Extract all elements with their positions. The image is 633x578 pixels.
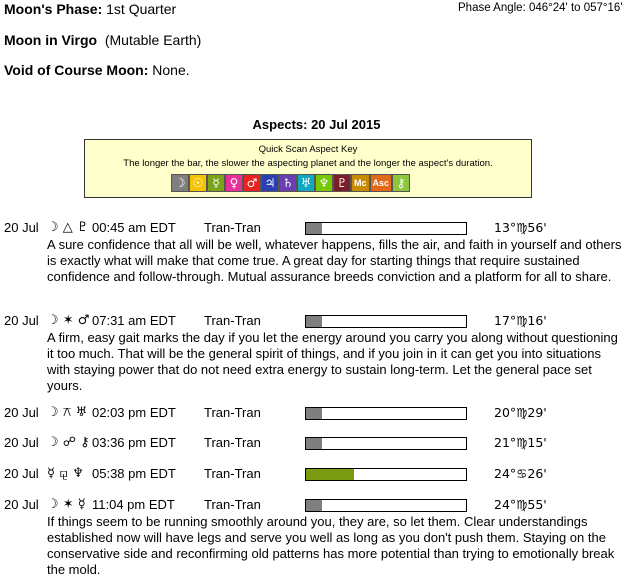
aspect-symbols: ☽ ✶ ♂ xyxy=(47,313,90,328)
aspects-title: Aspects: 20 Jul 2015 xyxy=(252,117,381,132)
aspect-date: 20 Jul xyxy=(4,435,39,450)
aspect-position: 21°♍15' xyxy=(494,435,547,450)
aspect-time: 11:04 pm EDT xyxy=(92,497,175,512)
aspect-duration-bar xyxy=(305,468,467,481)
aspect-duration-fill xyxy=(306,408,322,419)
aspect-time: 07:31 am EDT xyxy=(92,313,176,328)
aspect-key-box xyxy=(84,139,532,198)
aspect-key-swatch: ♅ xyxy=(297,174,315,192)
aspect-key-swatch: ♇ xyxy=(333,174,351,192)
moon-phase-label: Moon's Phase: xyxy=(4,1,103,17)
aspect-key-swatch: ♆ xyxy=(315,174,333,192)
aspect-date: 20 Jul xyxy=(4,497,39,512)
phase-angle-row xyxy=(458,2,623,14)
aspect-date: 20 Jul xyxy=(4,405,39,420)
aspect-duration-fill xyxy=(306,469,354,480)
moon-sign-label: Moon in Virgo xyxy=(4,32,98,48)
void-of-course-row xyxy=(4,62,190,78)
phase-angle-value: 046°24' to 057°16' xyxy=(528,2,623,14)
aspect-type: Tran-Tran xyxy=(204,220,261,235)
aspect-key-swatch: ♃ xyxy=(261,174,279,192)
aspect-time: 02:03 pm EDT xyxy=(92,405,176,420)
aspect-key-swatch: ♄ xyxy=(279,174,297,192)
aspect-duration-bar xyxy=(305,499,467,512)
aspect-key-swatch: ♂ xyxy=(243,174,261,192)
aspect-key-swatches xyxy=(171,174,410,192)
aspect-date: 20 Jul xyxy=(4,466,39,481)
aspect-position: 24°♋26' xyxy=(494,466,547,481)
aspect-duration-fill xyxy=(306,500,322,511)
aspect-key-title: Quick Scan Aspect Key xyxy=(258,144,358,155)
void-of-course-label: Void of Course Moon: xyxy=(4,62,149,78)
aspect-duration-fill xyxy=(306,438,322,449)
phase-angle-label: Phase Angle: xyxy=(458,2,526,14)
aspect-time: 03:36 pm EDT xyxy=(92,435,176,450)
aspect-time: 05:38 pm EDT xyxy=(92,466,176,481)
aspect-position: 13°♍56' xyxy=(494,220,547,235)
moon-sign-element: (Mutable Earth) xyxy=(104,32,202,48)
aspect-key-swatch: ☽ xyxy=(171,174,189,192)
aspect-key-swatch: ☉ xyxy=(189,174,207,192)
aspect-time: 00:45 am EDT xyxy=(92,220,176,235)
aspect-type: Tran-Tran xyxy=(204,405,261,420)
aspect-symbols: ☽ ☍ ⚷ xyxy=(47,435,90,450)
aspect-key-swatch: Mc xyxy=(351,174,370,192)
aspect-description: A sure confidence that all will be well, whatever happens, fills the air, and faith in yourself and others is exactly what will make that come true. A great day for starting things that require sustained confidence and follow-through. Mutual assurance breeds conviction and a platform for all to share. xyxy=(47,237,622,284)
aspect-duration-bar xyxy=(305,437,467,450)
moon-phase-value: 1st Quarter xyxy=(106,1,177,17)
aspect-date: 20 Jul xyxy=(4,313,39,328)
aspect-symbols: ☽ ⚻ ♅ xyxy=(47,405,88,420)
aspect-duration-fill xyxy=(306,223,322,234)
aspect-symbols: ☽ △ ♇ xyxy=(47,220,89,235)
aspect-date: 20 Jul xyxy=(4,220,39,235)
aspect-type: Tran-Tran xyxy=(204,435,261,450)
aspect-key-swatch: ⚷ xyxy=(392,174,410,192)
moon-sign-row xyxy=(4,32,201,48)
aspect-type: Tran-Tran xyxy=(204,497,261,512)
aspect-duration-bar xyxy=(305,222,467,235)
aspect-description: A firm, easy gait marks the day if you let the energy around you carry you along without questioning it too much. That will be the general spirit of things, and if you join in it can get you into situations with staying power that do not need extra energy to sustain long-term. Let the general pace set yours. xyxy=(47,330,618,393)
aspect-symbols: ☿ ⚼ ♆ xyxy=(47,466,84,481)
aspect-type: Tran-Tran xyxy=(204,313,261,328)
aspect-position: 17°♍16' xyxy=(494,313,547,328)
aspect-duration-fill xyxy=(306,316,322,327)
aspect-description: If things seem to be running smoothly around you, they are, so let them. Clear understandings established now will have legs and serve you well as long as you don't push them. Staying on the conservative side and reconfirming old patterns has more potential than trying to emotionally break the mold. xyxy=(47,514,615,577)
aspect-key-description: The longer the bar, the slower the aspecting planet and the longer the aspect's duration. xyxy=(123,158,493,169)
void-of-course-value: None. xyxy=(152,62,190,78)
aspect-key-swatch: Asc xyxy=(370,174,393,192)
aspect-duration-bar xyxy=(305,315,467,328)
aspect-position: 20°♍29' xyxy=(494,405,547,420)
moon-phase-row xyxy=(4,1,176,17)
aspect-key-swatch: ☿ xyxy=(207,174,225,192)
aspect-key-swatch: ♀ xyxy=(225,174,243,192)
aspect-position: 24°♍55' xyxy=(494,497,547,512)
aspect-type: Tran-Tran xyxy=(204,466,261,481)
aspect-duration-bar xyxy=(305,407,467,420)
aspect-symbols: ☽ ✶ ☿ xyxy=(47,497,86,512)
